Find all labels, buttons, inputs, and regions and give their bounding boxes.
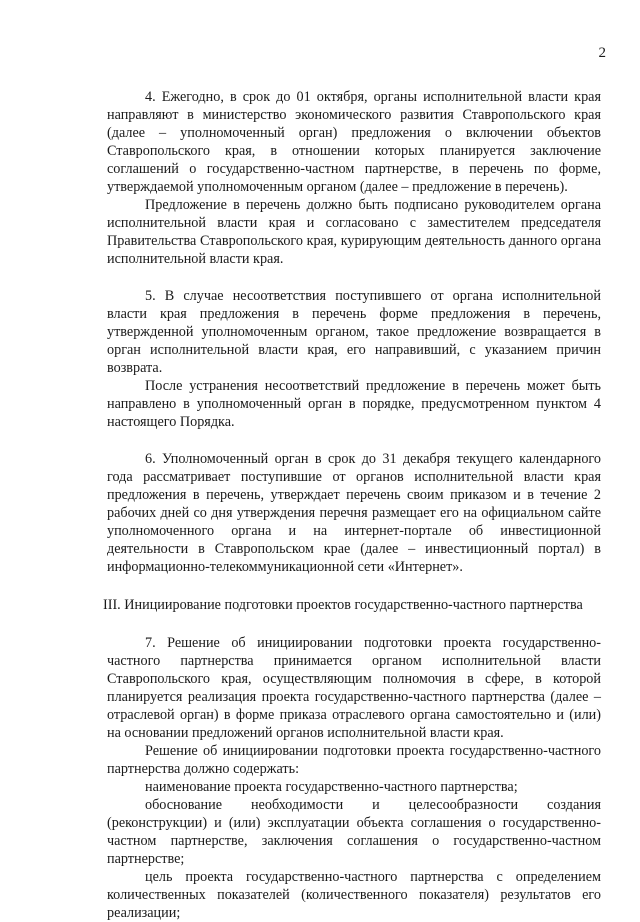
paragraph-7-contents: Решение об инициировании подготовки проекта государственно-частного партнерства должно содержать: bbox=[107, 743, 601, 777]
paragraph-7-goal: цель проекта государственно-частного партнерства с определением количественных показателей (количественного показателя) результатов его реализации; bbox=[107, 869, 601, 921]
paragraph-4-signature: Предложение в перечень должно быть подписано руководителем органа исполнительной власти края и согласовано с заместителем председателя Правительства Ставропольского края, курирующим деятельность данного органа исполнительной власти края. bbox=[107, 197, 601, 267]
paragraph-5: 5. В случае несоответствия поступившего от органа исполнительной власти края предложения в перечень форме предложения в перечень, утвержденной уполномоченным органом, такое предложение возвращается в орган исполнительной власти края, его направивший, с указанием причин возврата. bbox=[107, 288, 601, 376]
page-number: 2 bbox=[598, 45, 606, 61]
paragraph-6: 6. Уполномоченный орган в срок до 31 декабря текущего календарного года рассматривает поступившие от органов исполнительной власти края предложения в перечень, утверждает перечень своим приказом и в течение 2 рабочих дней со дня утверждения перечня размещает его на официальном сайте уполномоченного органа и на интернет-портале об инвестиционной деятельности в Ставропольском крае (далее – инвестиционный портал) в информационно-телекоммуникационной сети «Интернет». bbox=[107, 451, 601, 575]
paragraph-7-name: наименование проекта государственно-частного партнерства; bbox=[145, 779, 518, 795]
paragraph-4: 4. Ежегодно, в срок до 01 октября, органы исполнительной власти края направляют в министерство экономического развития Ставропольского края (далее – уполномоченный орган) предложения о включении объектов Ставропольского края, в отношении которых планируется заключение соглашений о государственно-частном партнерстве, в перечень по форме, утверждаемой уполномоченным органом (далее – предложение в перечень). bbox=[107, 89, 601, 195]
document-body bbox=[103, 88, 601, 922]
paragraph-7-justification: обоснование необходимости и целесообразности создания (реконструкции) и (или) эксплуатации объекта соглашения о государственно-частном партнерстве, заключения соглашения о государственно-частном партнерстве; bbox=[107, 797, 601, 867]
paragraph-7: 7. Решение об инициировании подготовки проекта государственно-частного партнерства принимается органом исполнительной власти Ставропольского края, осуществляющим полномочия в сфере, в которой планируется реализация проекта государственно-частного партнерства (далее – отраслевой орган) в форме приказа отраслевого органа самостоятельно и (или) на основании предложений органов исполнительной власти края. bbox=[107, 635, 601, 741]
section-heading: III. Инициирование подготовки проектов государственно-частного партнерства bbox=[103, 597, 583, 613]
paragraph-5-resubmission: После устранения несоответствий предложение в перечень может быть направлено в уполномоченный орган в порядке, предусмотренном пунктом 4 настоящего Порядка. bbox=[107, 378, 601, 430]
